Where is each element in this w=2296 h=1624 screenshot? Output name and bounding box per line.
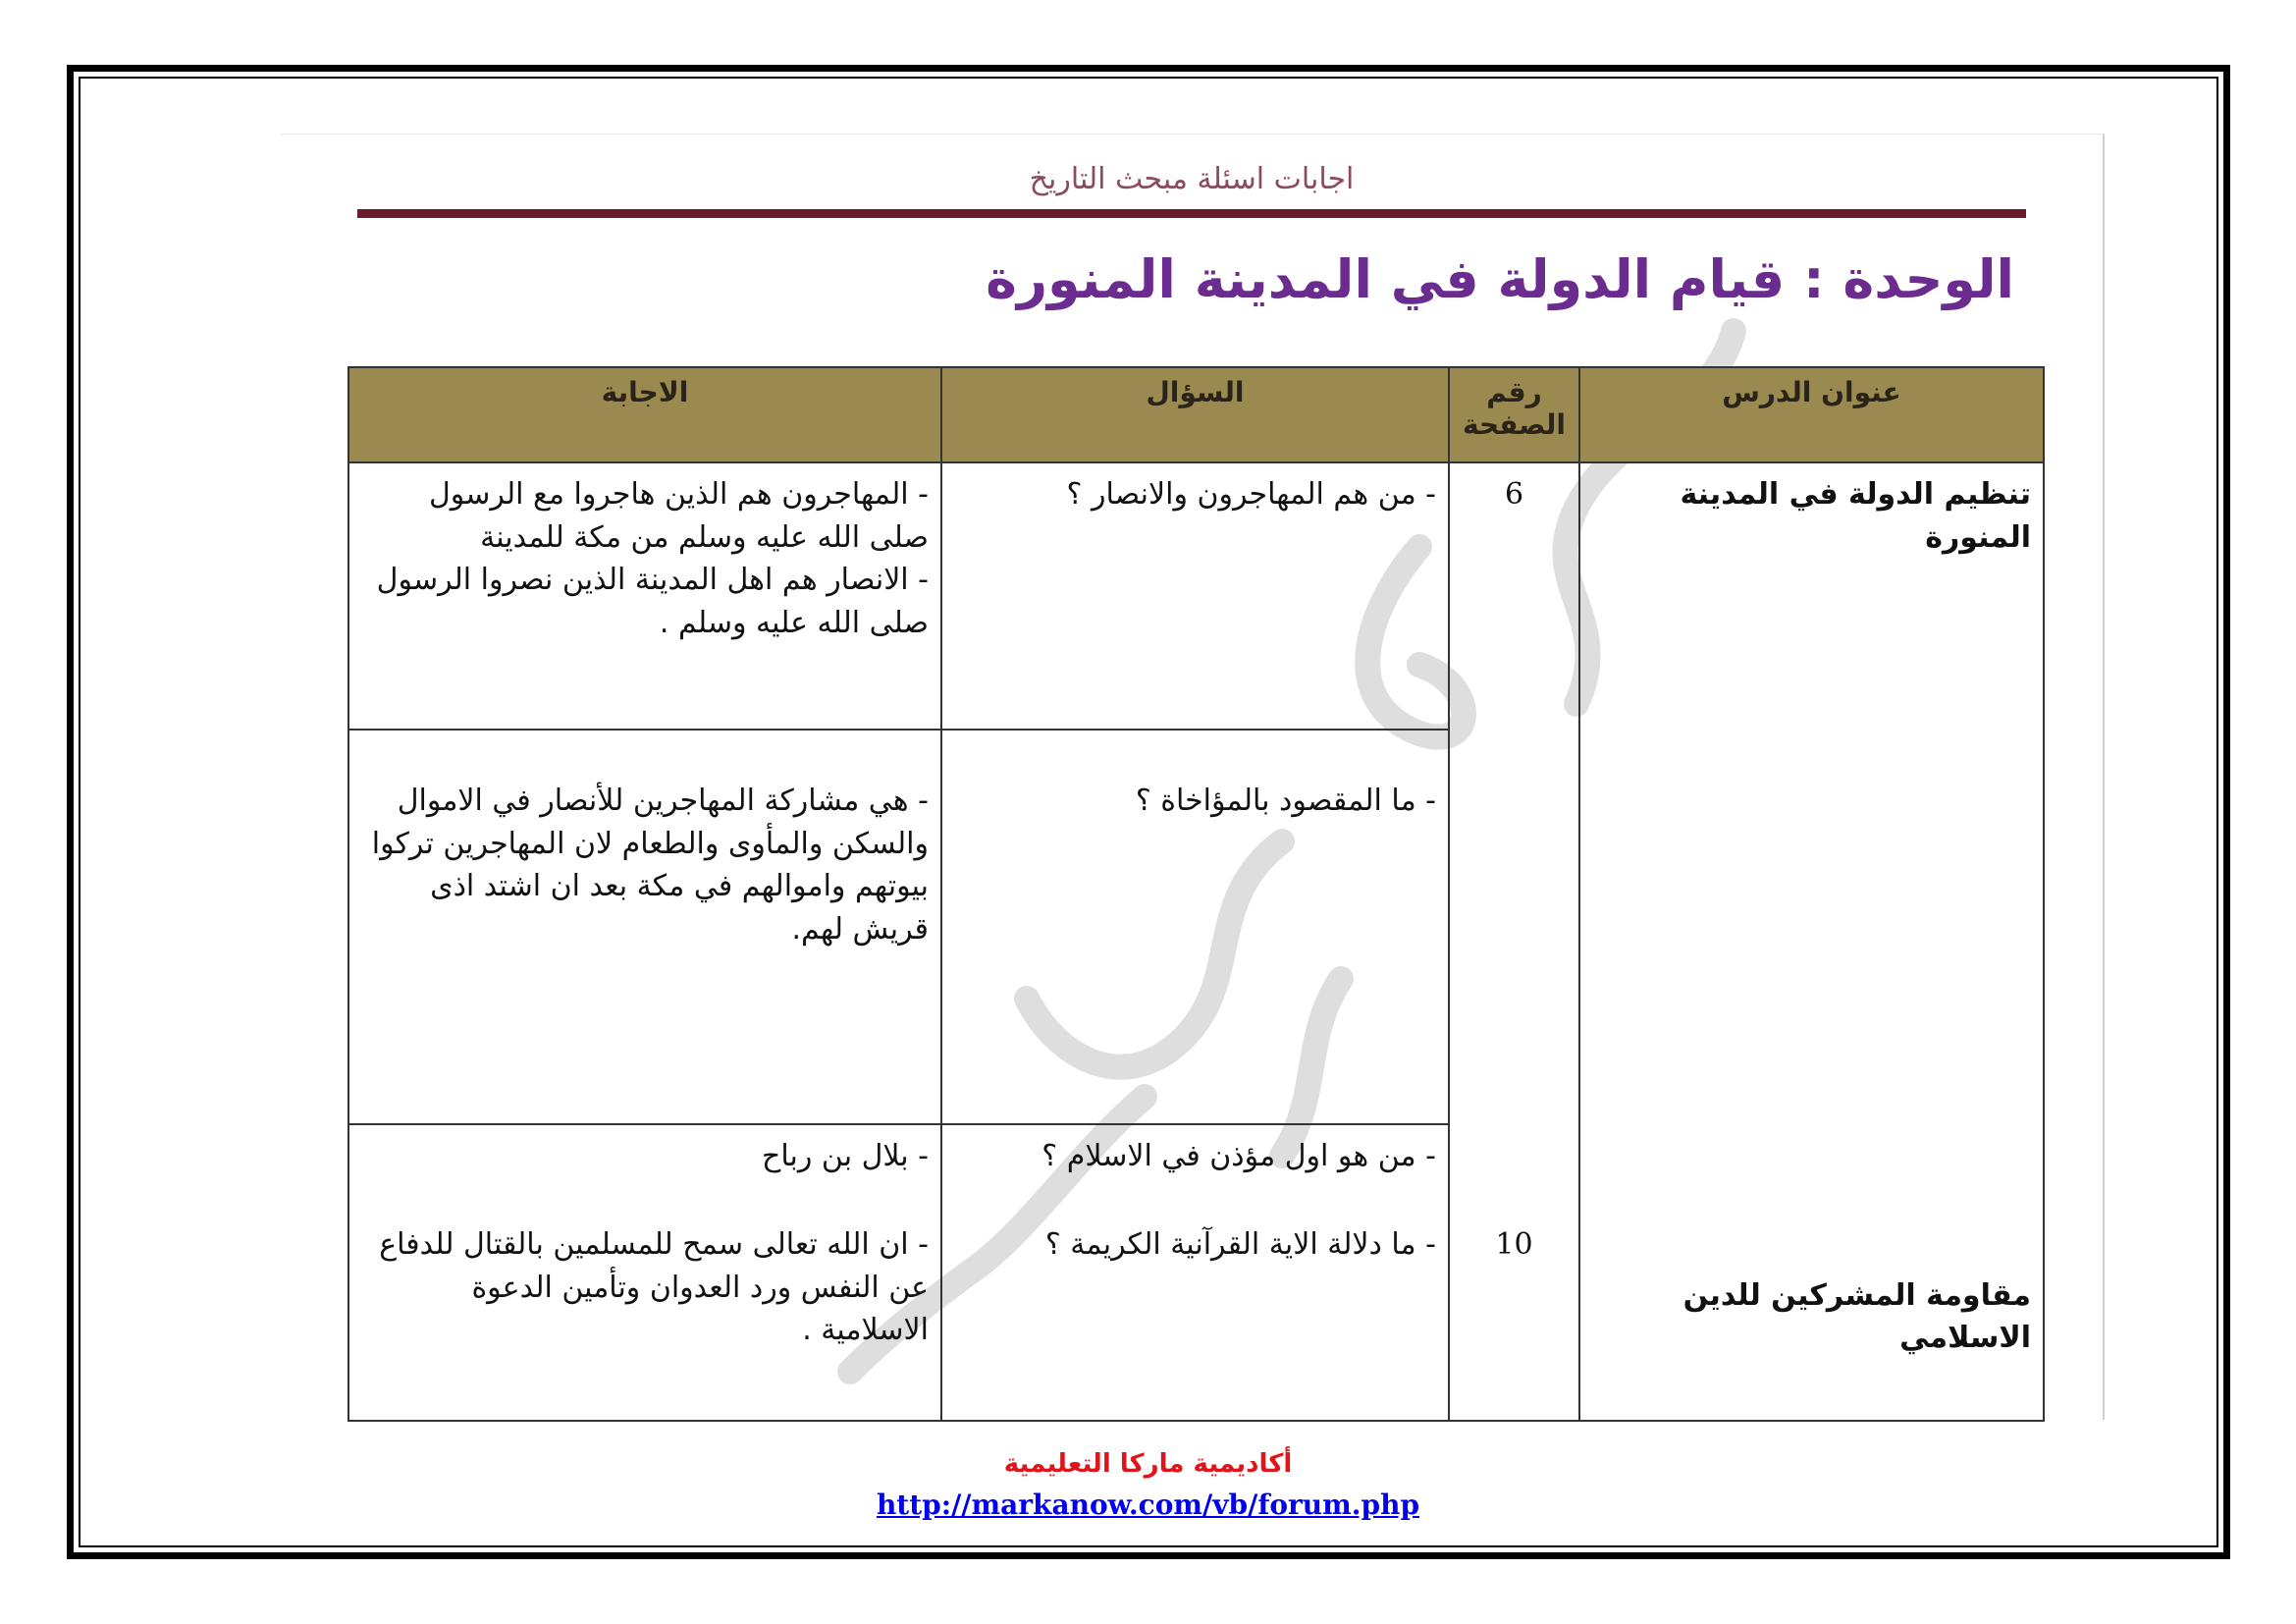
- question-cell: - من هم المهاجرون والانصار ؟: [941, 462, 1449, 730]
- scanned-page: [281, 134, 2105, 1420]
- header-divider: [357, 209, 2026, 218]
- column-header-lesson: عنوان الدرس: [1579, 367, 2044, 462]
- table-row: [348, 1214, 2044, 1421]
- footer: [0, 1449, 2296, 1521]
- question-cell: - ما المقصود بالمؤاخاة ؟: [941, 730, 1449, 1124]
- lessons-table: [347, 366, 2045, 1422]
- unit-title: الوحدة : قيام الدولة في المدينة المنورة: [986, 248, 2014, 310]
- forum-link[interactable]: http://markanow.com/vb/forum.php: [876, 1489, 1420, 1521]
- answer-cell: - بلال بن رباح: [348, 1124, 941, 1214]
- subject-header: اجابات اسئلة مبحث التاريخ: [1029, 162, 1355, 196]
- question-cell: - من هو اول مؤذن في الاسلام ؟: [941, 1124, 1449, 1214]
- answer-cell: - ان الله تعالى سمح للمسلمين بالقتال للدفاع عن النفس ورد العدوان وتأمين الدعوة الاسلامية .: [348, 1214, 941, 1421]
- column-header-question: السؤال: [941, 367, 1449, 462]
- lesson-title-cell: تنظيم الدولة في المدينة المنورة: [1579, 462, 2044, 1214]
- answer-cell: - هي مشاركة المهاجرين للأنصار في الاموال والسكن والمأوى والطعام لان المهاجرين تركوا بيوتهم واموالهم في مكة بعد ان اشتد اذى قريش لهم.: [348, 730, 941, 1124]
- question-cell: - ما دلالة الاية القرآنية الكريمة ؟: [941, 1214, 1449, 1421]
- table-header-row: [348, 367, 2044, 462]
- academy-name: أكاديمية ماركا التعليمية: [1003, 1449, 1293, 1479]
- table-row: [348, 462, 2044, 730]
- lesson-title-cell: مقاومة المشركين للدين الاسلامي: [1579, 1214, 2044, 1421]
- page-number-cell: 10: [1449, 1214, 1579, 1421]
- column-header-answer: الاجابة: [348, 367, 941, 462]
- answer-cell: - المهاجرون هم الذين هاجروا مع الرسول صلى الله عليه وسلم من مكة للمدينة - الانصار هم اهل المدينة الذين نصروا الرسول صلى الله عليه وسلم .: [348, 462, 941, 730]
- column-header-page: رقم الصفحة: [1449, 367, 1579, 462]
- page-number-cell: 6: [1449, 462, 1579, 1214]
